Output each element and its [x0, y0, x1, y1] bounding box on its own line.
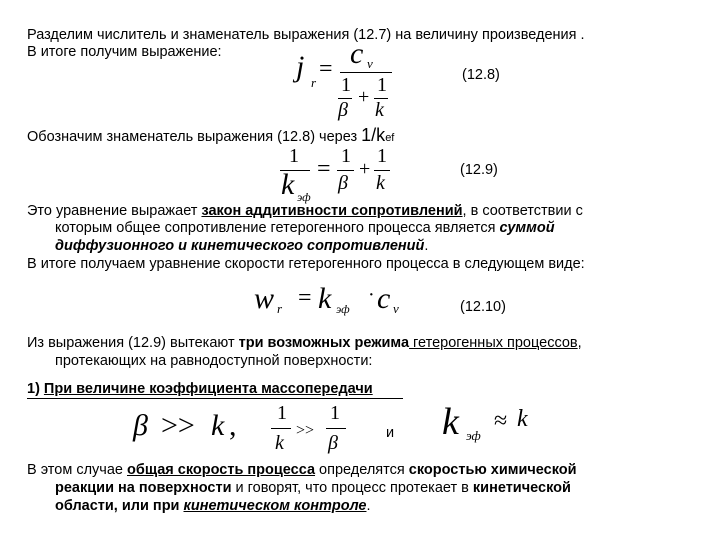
- three-modes: три возможных режима: [238, 335, 410, 351]
- equation-label-12-10: (12.10): [460, 299, 506, 315]
- eq9-equals: =: [317, 156, 331, 182]
- eq10-dot: ·: [368, 284, 375, 306]
- case-beta: β: [133, 409, 148, 442]
- para2-line-1: [27, 335, 582, 352]
- para2-line-2: протекающих на равнодоступной поверхности:: [55, 353, 373, 369]
- total-process-rate: общая скорость процесса: [127, 462, 316, 478]
- case-k3-sub: эф: [466, 428, 481, 443]
- case-1-text: При величине коэффициента массопередачи: [43, 381, 373, 397]
- para1-line-4: В итоге получаем уравнение скорости гетерогенного процесса в следующем виде:: [27, 256, 585, 272]
- case-k3: k: [442, 401, 459, 443]
- para1-line-1: [27, 203, 583, 220]
- para2-text-a: Из выражения (12.9) вытекают: [27, 335, 239, 351]
- para1-line-2: [55, 220, 555, 237]
- eq9-plus: +: [359, 158, 371, 180]
- para3-text-a: В этом случае: [27, 462, 127, 478]
- para1-resistances: диффузионного и кинетического сопротивлений: [55, 238, 425, 254]
- eq-j-sub: r: [311, 75, 317, 90]
- heterogeneous-processes: гетерогенных процессов: [409, 335, 578, 351]
- intro-line-2: В итоге получим выражение:: [27, 44, 222, 60]
- para1-text-c: , в соответствии с: [462, 203, 583, 219]
- para3-line-3: [55, 498, 371, 515]
- eq10-c: c: [377, 282, 391, 315]
- kinetic-control: кинетическом контроле: [183, 498, 367, 514]
- eq10-k: k: [318, 282, 332, 315]
- eq-numerator-c: c: [350, 37, 364, 70]
- eq-plus: +: [358, 86, 370, 108]
- eq10-w-sub: r: [277, 301, 283, 316]
- eq10-equals: =: [298, 285, 312, 311]
- eq9-k: k: [281, 168, 295, 201]
- equation-label-12-9: (12.9): [460, 162, 498, 178]
- eq-j: j: [296, 50, 305, 83]
- case-k: k: [211, 409, 225, 442]
- intro-line-1: Разделим числитель и знаменатель выражения (12.7) на величину произведения .: [27, 27, 585, 43]
- para1-text-d: которым общее сопротивление гетерогенного процесса является: [55, 220, 500, 236]
- eq10-w: w: [254, 282, 275, 315]
- region-or: области, или при: [55, 498, 184, 514]
- eq9-one-b: 1: [377, 145, 387, 167]
- denote-text: Обозначим знаменатель выражения (12.8) через: [27, 129, 362, 145]
- para1-text-a: Это уравнение выражает: [27, 203, 202, 219]
- case-k-den: k: [275, 432, 284, 454]
- eq9-beta: β: [338, 172, 348, 194]
- para3-line-1: [27, 462, 577, 479]
- case-one-b: 1: [330, 402, 340, 424]
- eq9-one-top: 1: [289, 145, 299, 167]
- eq10-k-sub: эф: [336, 302, 350, 316]
- denote-sub: ef: [385, 132, 395, 144]
- case-one-a: 1: [277, 402, 287, 424]
- eq-one-a: 1: [341, 74, 351, 96]
- eq-one-b: 1: [377, 74, 387, 96]
- case-gg2: >>: [296, 422, 315, 439]
- eq9-k2: k: [376, 172, 385, 194]
- denote-line: [27, 127, 394, 147]
- para3-line-2: [55, 480, 571, 497]
- additivity-law: закон аддитивности сопротивлений: [201, 203, 463, 219]
- equation-label-12-8: (12.8): [462, 67, 500, 83]
- case-1-heading: [27, 381, 403, 399]
- eq-equals: =: [319, 56, 333, 82]
- chemical-rate: скоростью химической: [408, 462, 577, 478]
- case-and: и: [386, 425, 395, 441]
- surface-reaction: реакции на поверхности: [55, 480, 232, 496]
- para3-text-c: определятся: [315, 462, 409, 478]
- kinetic-word: кинетической: [472, 480, 571, 496]
- para2-comma: ,: [577, 335, 582, 351]
- case-bar-b: [326, 428, 346, 429]
- eq10-c-sub: v: [393, 301, 399, 316]
- para1-line-3: [55, 238, 428, 255]
- eq-numerator-sub: v: [367, 56, 373, 71]
- case-beta-den: β: [328, 432, 338, 454]
- eq-beta: β: [338, 99, 348, 121]
- eq9-k-sub: эф: [297, 190, 311, 204]
- eq-k: k: [375, 99, 384, 121]
- para1-period: .: [424, 238, 429, 254]
- denote-frac: 1/k: [361, 125, 386, 145]
- case-comma: ,: [229, 409, 237, 442]
- eq9-one-a: 1: [341, 145, 351, 167]
- case-k4: k: [517, 406, 528, 432]
- case-bar-a: [271, 428, 291, 429]
- case-gg: >>: [161, 409, 195, 442]
- case-approx: ≈: [494, 408, 508, 434]
- para1-sum: суммой: [499, 220, 555, 236]
- para3-period: .: [366, 498, 371, 514]
- case-1-number: 1): [27, 381, 44, 397]
- para3-text-f: и говорят, что процесс протекает в: [231, 480, 473, 496]
